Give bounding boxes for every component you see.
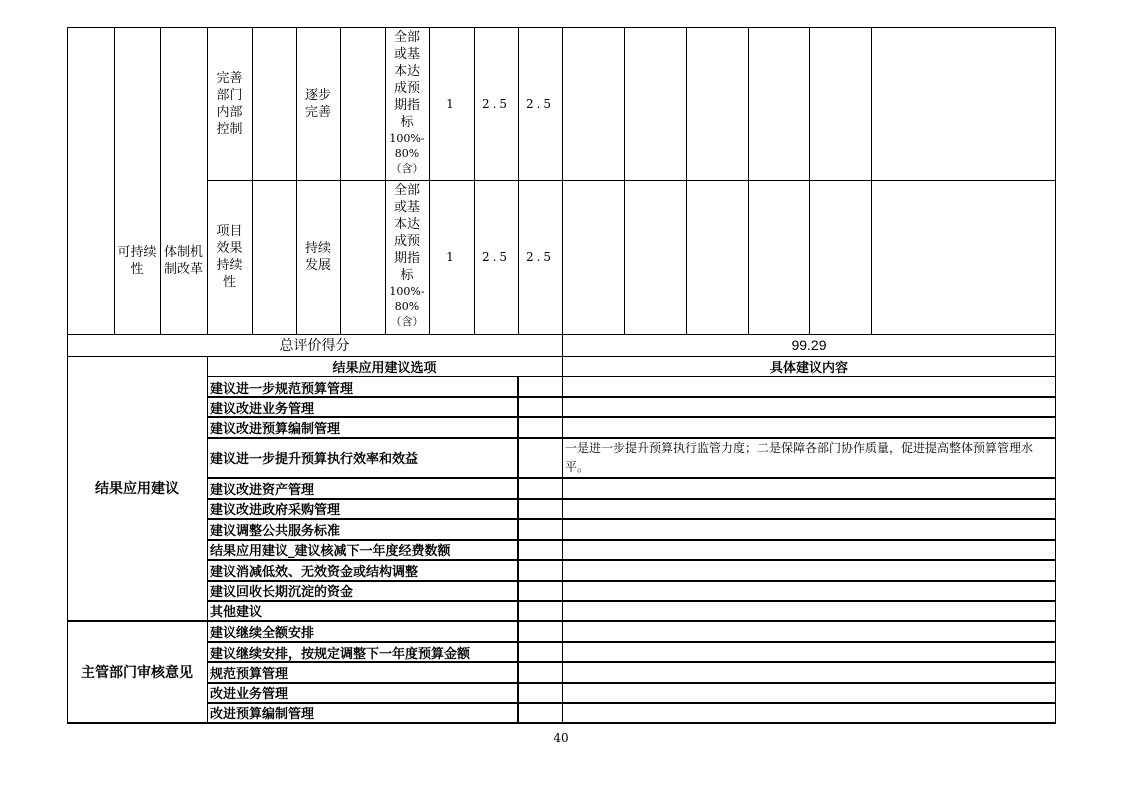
standard-line: 成预 bbox=[393, 81, 420, 96]
weight-value: 1 bbox=[446, 96, 457, 111]
result-option-item: 建议改进预算编制管理 bbox=[210, 421, 341, 437]
score-a-value: 2.5 bbox=[481, 250, 511, 264]
review-option-item: 建议继续安排，按规定调整下一年度预算金额 bbox=[210, 646, 471, 662]
review-option-item: 改进预算编制管理 bbox=[210, 706, 315, 722]
level1-indicator-label: 可持续性 bbox=[117, 244, 157, 277]
indicator-name: 项目效果持续性 bbox=[216, 224, 243, 290]
result-option-item: 建议进一步提升预算执行效率和效益 bbox=[210, 451, 419, 467]
standard-line: （含） bbox=[390, 162, 424, 175]
indicator-name-cell bbox=[207, 27, 252, 180]
score-a-cell bbox=[474, 27, 518, 180]
score-b-value: 2.5 bbox=[525, 250, 555, 264]
col-line-f bbox=[340, 27, 341, 334]
standard-line: 全部 bbox=[393, 30, 420, 45]
dept-review-section-cell bbox=[67, 621, 207, 722]
col-line-l bbox=[624, 27, 625, 334]
score-a-value: 2.5 bbox=[481, 96, 511, 111]
indicator-name-cell bbox=[207, 180, 252, 334]
weight-cell bbox=[429, 180, 474, 334]
result-option-item: 建议消减低效、无效资金或结构调整 bbox=[210, 564, 419, 580]
review-option-item: 规范预算管理 bbox=[210, 666, 289, 682]
col-line-d bbox=[252, 27, 253, 334]
standard-line: 80% bbox=[394, 300, 420, 313]
standard-line: 标 bbox=[400, 268, 414, 283]
result-application-label: 结果应用建议 bbox=[95, 481, 179, 497]
standard-line: 100%- bbox=[389, 285, 425, 298]
standard-line: 80% bbox=[394, 147, 420, 160]
level2-indicator-label: 体制机制改革 bbox=[163, 244, 203, 277]
weight-value: 1 bbox=[446, 250, 457, 264]
result-option-item: 建议改进资产管理 bbox=[210, 482, 315, 498]
standard-line: （含） bbox=[390, 315, 424, 328]
col-line-o bbox=[809, 27, 810, 334]
standard-text bbox=[389, 29, 424, 176]
col-line-m bbox=[686, 27, 687, 334]
dept-review-label: 主管部门审核意见 bbox=[81, 664, 193, 681]
target-value-cell bbox=[296, 180, 340, 334]
options-header: 结果应用建议选项 bbox=[332, 360, 437, 376]
standard-line: 或基 bbox=[393, 47, 420, 62]
standard-text bbox=[389, 182, 424, 329]
standard-line: 本达 bbox=[393, 217, 420, 232]
score-a-cell bbox=[474, 180, 518, 334]
detail-suggestion-text: 一是进一步提升预算执行监管力度；二是保障各部门协作质量，促进提高整体预算管理水平。 bbox=[565, 441, 1034, 474]
result-option-item: 结果应用建议_建议核减下一年度经费数额 bbox=[210, 543, 451, 559]
level2-indicator-cell bbox=[160, 27, 207, 334]
review-option-item: 改进业务管理 bbox=[210, 686, 289, 702]
standard-cell bbox=[385, 27, 429, 180]
result-option-item: 建议调整公共服务标准 bbox=[210, 523, 341, 539]
target-value: 持续发展 bbox=[304, 241, 331, 273]
standard-cell bbox=[385, 180, 429, 334]
result-option-item: 建议改进业务管理 bbox=[210, 401, 315, 417]
options-header-cell bbox=[207, 356, 562, 376]
table-bottom-border bbox=[67, 722, 1056, 724]
total-score-label-cell bbox=[67, 334, 562, 356]
result-option-item: 建议进一步规范预算管理 bbox=[210, 381, 354, 397]
col-line-n bbox=[748, 27, 749, 334]
detail-header: 具体建议内容 bbox=[769, 360, 848, 376]
standard-line: 本达 bbox=[393, 64, 420, 79]
detail-header-cell bbox=[562, 356, 1056, 376]
standard-line: 全部 bbox=[393, 183, 420, 198]
result-option-item: 其他建议 bbox=[210, 604, 263, 620]
standard-line: 标 bbox=[400, 115, 414, 130]
standard-line: 期指 bbox=[393, 98, 420, 113]
result-application-section-cell bbox=[67, 356, 207, 620]
standard-line: 100%- bbox=[389, 132, 425, 145]
page-number: 40 bbox=[553, 731, 569, 745]
standard-line: 期指 bbox=[393, 251, 420, 266]
total-score-label: 总评价得分 bbox=[279, 338, 350, 354]
score-b-cell bbox=[518, 27, 562, 180]
score-b-value: 2.5 bbox=[525, 96, 555, 111]
result-option-item: 建议改进政府采购管理 bbox=[210, 502, 341, 518]
weight-cell bbox=[429, 27, 474, 180]
score-b-cell bbox=[518, 180, 562, 334]
standard-line: 或基 bbox=[393, 200, 420, 215]
standard-line: 成预 bbox=[393, 234, 420, 249]
result-option-item: 建议回收长期沉淀的资金 bbox=[210, 584, 354, 600]
total-score-value-cell bbox=[562, 334, 1056, 356]
review-option-item: 建议继续全额安排 bbox=[210, 625, 315, 641]
level1-indicator-cell bbox=[114, 27, 160, 334]
indicator-name: 完善部门内部控制 bbox=[216, 70, 243, 137]
target-value: 逐步完善 bbox=[304, 87, 331, 120]
total-score-value: 99.29 bbox=[791, 337, 827, 353]
col-line-p bbox=[871, 27, 872, 334]
target-value-cell bbox=[296, 27, 340, 180]
